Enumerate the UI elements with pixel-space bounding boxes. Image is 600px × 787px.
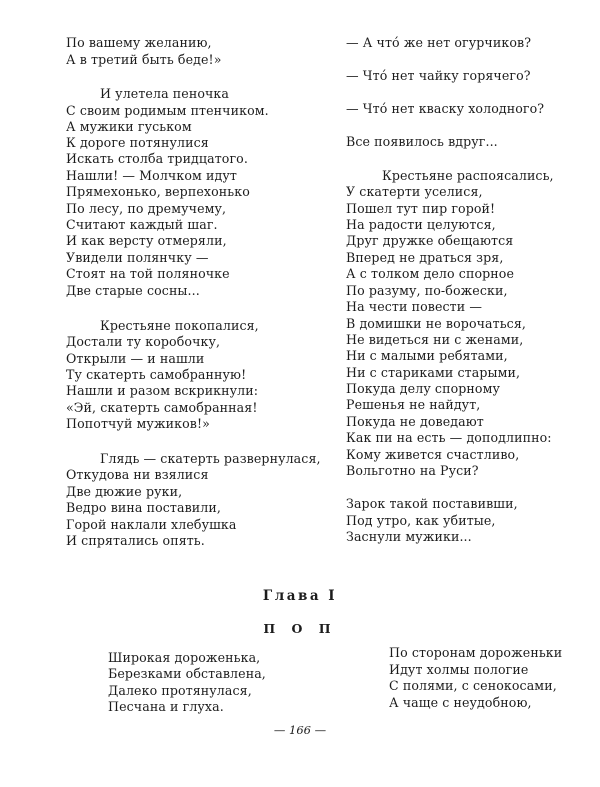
verse-line: По вашему желанию, [66, 35, 212, 50]
verse-line: Покуда делу спорному [346, 381, 501, 396]
verse-line: — Что́ нет чайку горячего? [346, 68, 531, 83]
verse-line: У скатерти уселися, [346, 184, 483, 199]
verse-line: На радости целуются, [346, 217, 496, 232]
verse-line: Друг дружке обещаются [346, 233, 514, 248]
verse-line: Под утро, как убитые, [346, 513, 496, 528]
verse-line: Покуда не доведают [346, 414, 484, 429]
verse-line: Прямехонько, верпехонько [66, 184, 250, 199]
verse-line: А чаще с неудобною, [389, 695, 532, 710]
verse-line: Стоят на той поляночке [66, 266, 230, 281]
verse-line: Попотчуй мужиков!» [66, 416, 210, 431]
verse-line: Глядь — скатерть развернулася, [100, 451, 321, 466]
verse-line: Далеко протянулася, [108, 683, 252, 698]
verse-line: Ни с малыми ребятами, [346, 348, 508, 363]
verse-line: Березками обставлена, [108, 666, 266, 681]
verse-line: Нашли и разом вскрикнули: [66, 383, 259, 398]
verse-line: Крестьяне распоясались, [382, 168, 554, 183]
verse-line: Песчана и глуха. [108, 699, 224, 714]
verse-line: — Что́ нет кваску холодного? [346, 101, 545, 116]
verse-line: Широкая дороженька, [108, 650, 261, 665]
verse-line: — А что́ же нет огурчиков? [346, 35, 532, 50]
verse-line: Зарок такой поставивши, [346, 496, 518, 511]
verse-line: Увидели полянчку — [66, 250, 209, 265]
page-number: — 166 — [273, 723, 327, 737]
verse-line: С своим родимым птенчиком. [66, 103, 269, 118]
verse-line: Нашли! — Молчком идут [66, 168, 237, 183]
chapter-subheading: П О П [263, 621, 337, 636]
verse-line: Ту скатерть самобранную! [66, 367, 247, 382]
verse-line: С полями, с сенокосами, [389, 678, 557, 693]
verse-line: Две дюжие руки, [66, 484, 183, 499]
verse-line: Две старые сосны... [66, 283, 200, 298]
verse-line: Как пи на есть — доподлипно: [346, 430, 552, 445]
verse-line: А с толком дело спорное [346, 266, 515, 281]
verse-line: Искать столба тридцатого. [66, 151, 248, 166]
verse-line: Вольготно на Руси? [346, 463, 479, 478]
verse-line: Не видеться ни с женами, [346, 332, 524, 347]
verse-line: Решенья не найдут, [346, 397, 481, 412]
verse-line: Открыли — и нашли [66, 351, 205, 366]
verse-line: Пошел тут пир горой! [346, 201, 496, 216]
verse-line: Достали ту коробочку, [66, 334, 221, 349]
verse-line: И улетела пеночка [100, 86, 230, 101]
verse-line: Идут холмы пологие [389, 662, 529, 677]
verse-line: К дороге потянулися [66, 135, 209, 150]
verse-line: На чести повести — [346, 299, 483, 314]
verse-line: По лесу, по дремучему, [66, 201, 227, 216]
verse-line: А в третий быть беде!» [66, 52, 222, 67]
verse-line: Вперед не драться зря, [346, 250, 504, 265]
verse-line: Крестьяне покопалися, [100, 318, 259, 333]
verse-line: Ведро вина поставили, [66, 500, 221, 515]
verse-line: По сторонам дороженьки [389, 645, 563, 660]
verse-line: По разуму, по-божески, [346, 283, 508, 298]
verse-line: Кому живется счастливо, [346, 447, 520, 462]
verse-line: Горой наклали хлебушка [66, 517, 237, 532]
verse-line: Считают каждый шаг. [66, 217, 218, 232]
verse-line: Заснули мужики... [346, 529, 472, 544]
verse-line: А мужики гуськом [66, 119, 192, 134]
verse-line: Все появилось вдруг... [346, 134, 498, 149]
verse-line: И спрятались опять. [66, 533, 205, 548]
verse-line: И как версту отмеряли, [66, 233, 227, 248]
verse-line: Ни с стариками старыми, [346, 365, 521, 380]
chapter-heading: Глава I [262, 588, 338, 604]
verse-line: В домишки не ворочаться, [346, 316, 526, 331]
verse-line: Откудова ни взялися [66, 467, 209, 482]
verse-line: «Эй, скатерть самобранная! [66, 400, 258, 415]
